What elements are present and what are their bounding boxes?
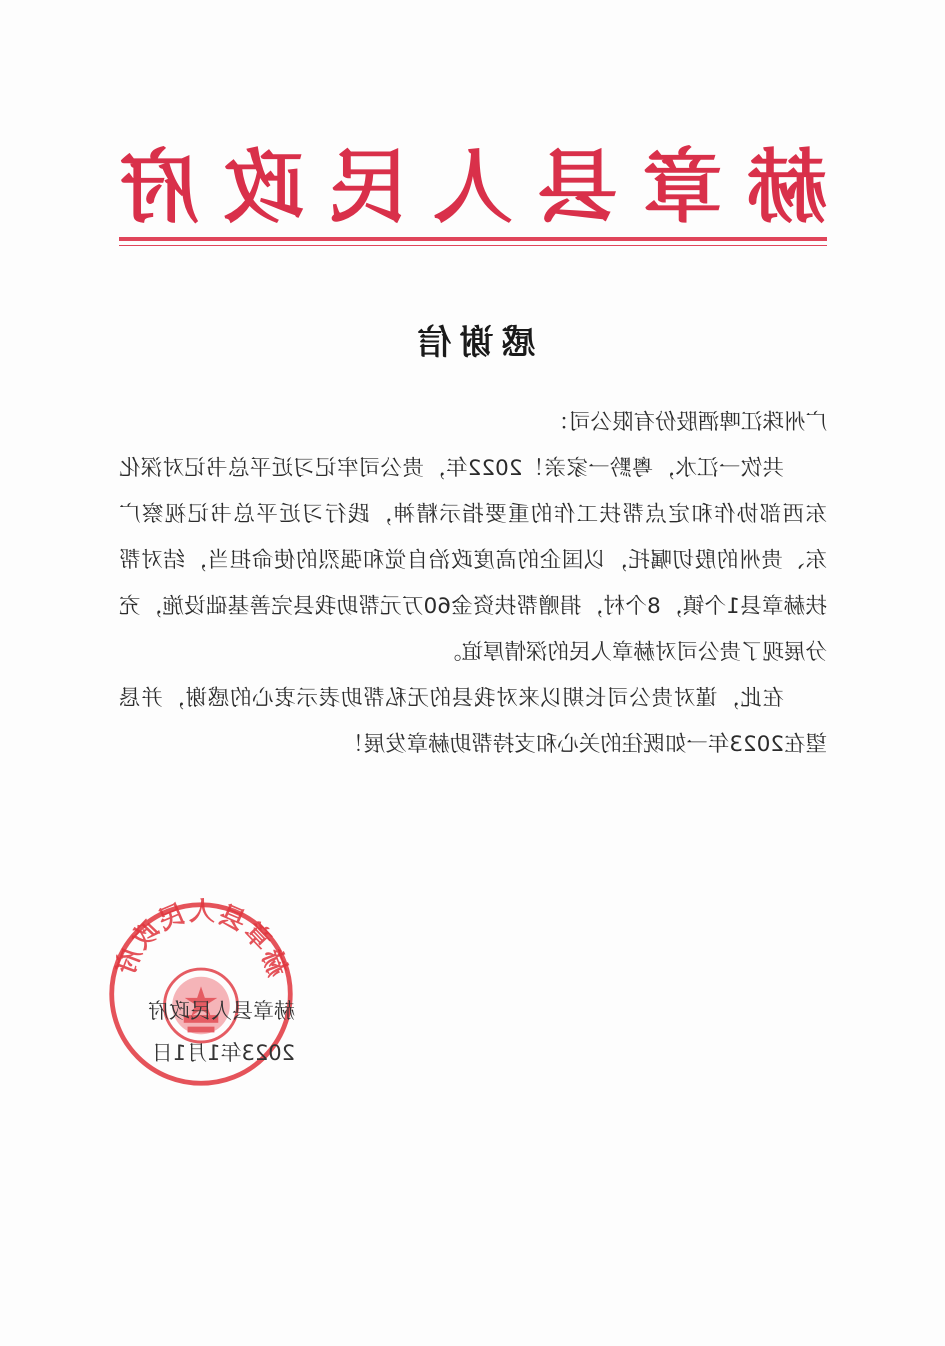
letterhead-rule-thin [119,245,827,246]
letterhead-char: 政 [223,140,304,234]
body-paragraph: 共饮一江水，粤黔一家亲！2022年，贵公司牢记习近平总书记对深化东西部协作和定点帮扶工作的重要指示精神，践行习近平总书记视察广东、贵州的殷切嘱托，以国企的高度政治自觉和强烈的使命担当，结对帮扶赫章县1个镇，8个村，捐赠帮扶资金60万元帮助我县完善基础设施，充分展现了贵公司对赫章人民的深情厚谊。 [119,456,827,665]
letterhead-rule-thick [119,237,827,241]
letterhead-char: 人 [433,140,514,234]
letterhead-char: 章 [642,140,723,234]
salutation: 广州珠江啤酒股份有限公司： [547,410,827,435]
body-paragraph: 在此，谨对贵公司长期以来对我县的无私帮助表示衷心的感谢，并恳望在2023年一如既往的关心和支持帮助赫章发展！ [119,686,827,757]
seal-ring-text: 赫章县人民政府 [109,898,293,981]
letterhead-char: 县 [537,140,618,234]
letterhead-char: 民 [328,140,409,234]
letter-title: 感谢信 [409,323,536,363]
signature-org: 赫章县人民政府 [148,999,295,1023]
signature-block [95,990,295,1074]
letterhead-char: 赫 [747,140,827,234]
letter-body [119,400,827,768]
signature-date: 2023年1月1日 [151,1041,295,1065]
letterhead-char: 府 [119,140,200,234]
letterhead-title [119,140,827,235]
